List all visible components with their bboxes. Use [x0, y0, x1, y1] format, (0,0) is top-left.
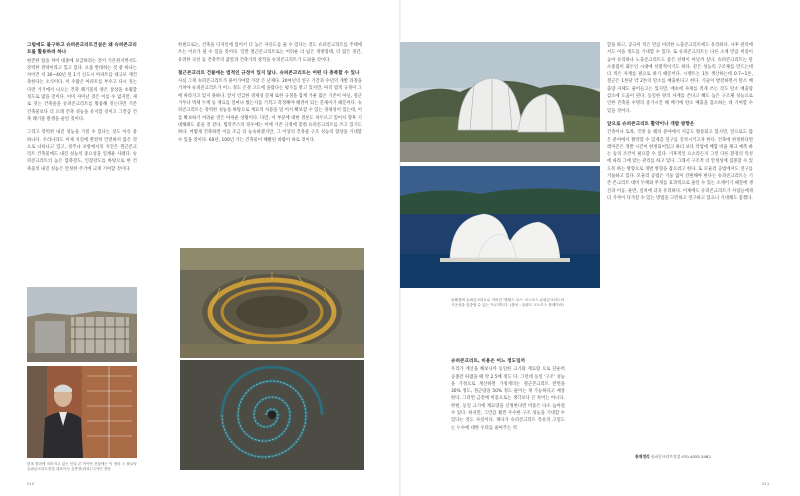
answer-paragraph: 건축이나 토목, 국방 등 폐의 분야에서 지금도 활용되고 있지만, 앞으로도 많은 분야에서 활약할 수 있게끔 연구를 진척시키고자 한다. 건축에 한정한다면 레미콘은 개발 시간이 한정되어있고 하더 보다 작업에 배합 비율 체크 예측 하는 등의 조건이 필요할 수 있다. 기후적인 요소라든지 그런 다른 환경의 특성에 따라 그에 맞는 관리를 하고 있다. 그래서 구조적 더 안정성에 집중할 수 있도록 하는 방향으로 개발 방향을 잡으려고 한다. 또 모듈러 공법에서도 연구를 거듭하고 있다. 모듈러 공법은 기둥 없이 간편해야 한다는 슈퍼콘크리트는 기존 콘크리트 대비 두께와 무게를 효과적으로 줄일 수 있는 소재이기 때문에 생산과 이동, 운반, 설치에 더욱 유리하다. 이제에도 슈퍼콘크리트가 사업들에게 더 가까이 다가갈 수 있는 방법을 고민하고 연구하고 있으니 기대해도 좋겠다.	[607, 130, 753, 201]
question-heading-cost: 슈퍼콘크리트, 비용은 어느 정도일까	[451, 359, 526, 364]
qa-block-future	[607, 121, 753, 202]
answer-paragraph: 그리고 강력한 내진 성능을 가질 수 있다는 것도 이유 중 하나다. 우리나라도 이제 지진에 완전히 안전하지 않은 것으로 나타나고 있고, 경주나 포항에서의 지진은 철근콘크리트 건축물에도 내진 성능의 중요성을 일깨운 사례다. 슈퍼콘크리트의 높은 압축강도, 인장강도를 바탕으로 한 건축물의 내진 성능은 안정한 주거에 크게 기여할 것이다.	[27, 130, 137, 172]
question-heading-future: 앞으로 슈퍼콘크리트 활약이나 개발 방향은	[607, 121, 695, 127]
answer-paragraph: 우리가 계산을 해보니까 동일한 크기와 재료량 으로 단순히 공종만 따졌을 때 약 2.5배 정도 다. 그런데 동일 '구조' 성능을 가정으로 계산하면 가정계의는 철근콘크리트 반면을 30% 정도, 철근량을 50% 정도 줄이는 게 가능하다고 예상한다. 그러면 금전에 비용으로는 생각보다 큰 차이는 아니다. 한편, 동일 크기에 재료량을 산정한다면 비용은 다소 높아질 수 있다. 하지만, 그만큼 훨씬 우수한 구조 성능을 기대할 수 있다는 것도 사실이다. 재다가 슈퍼콘크리트 특유의 고밀도는 누수에 대한 우려를 줄여주는 역	[451, 367, 565, 431]
question-heading-why: 그럼에도 불구하고 슈퍼콘크리트건설은 왜 슈퍼콘크리트를 활용하려 하나	[27, 43, 137, 56]
writer-credit-value: 슈퍼콘크리트건설 070-4055-5462	[650, 454, 711, 459]
text-column-4	[607, 42, 753, 209]
photo-spiral-rebar-topview	[180, 360, 364, 470]
photo-building-waterfront	[400, 166, 600, 288]
writer-credit-label: 취재정리	[635, 454, 650, 459]
answer-paragraph: 현존한 압을 처어 대중에 보급하려는 것이 기본취지면서도 강력한 전략이라고 있고 있다. 요즘 반테하는 것 중 하나는 자이건 저 30~40년 된 1기 신도시 아파트를 대규모 재건축한다는 소식이다. 이 수많은 아파트를 부수고 다시 짓는다면 거기에서 나오는 건축 폐기물의 양은 상상을 초월할 정도로 많을 것이다. 이미 자미난 것은 이를 수 없지만, 새로 짓는 건축물을 슈퍼콘크리트를 활용해 짓는다면 기존 건축물보다 더 오래 건축 성능을 유지할 것이고 그만큼 건축 폐기물 발생을 줄일 것이다.	[27, 58, 137, 122]
qa-block-cost	[451, 358, 565, 432]
photo-representative-portrait	[27, 366, 137, 458]
qa-block-why	[27, 42, 137, 173]
photo-circular-rebar-cage	[180, 248, 364, 358]
answer-paragraph: 할을 하고, 공극이 적은 만큼 미려한 노출콘크리트에도 유리하다. 사후 관리에서도 이을 정도를 기대할 수 있다. 또 슈퍼콘크리트는 다른 소재 만큼 비용이 높아 유리하나 노출콘크리트도 좋은 선택이 아닐까 싶다. 슈퍼콘크리트는 탄소중립이 화두인 시대에 선환적이기도 하다. 같은 성능의 구조체를 만드는데 더 적은 자재를 필요로 하기 때문이다. 시멘트는 1톤 생산하는데 0.7~1톤, 철근은 1톤당 약 2톤의 탄소를 배출한다고 한다. 기술이 발전하면서 탄소 배출량 자체도 줄어들고는 있지만, 애초에 자재를 적게 쓰는 것도 탄소 배출량 감소에 도움이 된다. 동일한 양의 자재를 쓴다고 해도 높은 구조체 성능으로 인한 건축물 수명의 증가시간 해 배기에 탄소 배출을 감소하는 데 기여할 수 있을 것이다.	[607, 43, 753, 114]
page-number-right: 011	[762, 481, 770, 486]
photo-construction-site-hanok	[27, 287, 137, 362]
qa-block-regulation	[178, 70, 362, 144]
text-column-1	[27, 42, 137, 180]
photo-caption: 올해정에 슈퍼콘크리트로 지어진 '엘레스 코스' 코스모스 슈퍼콘크리트의 시공성을 입증할 수 있는 프로젝트다. (출처 : 올림도 코스모스 플레이라)	[451, 298, 564, 308]
page-number-left: 010	[27, 481, 35, 486]
text-column-2	[178, 42, 362, 151]
photo-building-wide-view	[400, 42, 600, 162]
answer-paragraph: 사실 그게 슈퍼콘크리트가 풀어가야할 가장 큰 난제다. 20여년의 연구 기간과 수년의 개발 과정을 거쳐야 슈퍼콘크리트가 어느 정도 은정 고도에 올랐다는 평가를 받고 있지만, 아직 법적 규정이 그에 따라가고 있지 못하다. 앞서 언급한 경제성 문제 또한 규정을 잠재 가운 많은 기존이 아닌, 철근 거푸나 벽체 두께 등 재료를 얼마나 썼는지를 기적고 측정해야 해결이 되는 문제이기 때문이다. 슈퍼콘크리트는 강력한 성능을 바탕으로 재료의 사용을 덜 어서 확보할 수 있는 경제성이 있는데, 이를 확보하기 어려운 것은 아쉬운 상황이다. 다만, 이 부분에 대한 결론도 차두르고 있어서 향후 기대해봐도 좋을 것 같다. 법학주스의 경우에는 이에 기존 규정에 맞춰 슈퍼콘크리트를 쓰고 있기도 하다. 어떻게 건축하면 이를 조금 더 능숙하겠지만, 그 이상의 건축물 구조 성능의 향상을 기대할 수 있을 것이다. 60년, 100년 가는 건축물이 해봤된 바람이 바로 것이다.	[178, 79, 362, 143]
text-column-3	[451, 358, 565, 439]
writer-credit	[635, 454, 711, 460]
question-heading-regulation: 철근콘크리트 건물에는 법적인 규정이 있지 않나. 슈퍼콘크리트는 어떤 다 충족할 수 있나	[178, 70, 360, 76]
answer-paragraph: 한편으로는, 건축을 디자인에 있어서 더 높은 자유도를 줄 수 있다는 것도 슈퍼콘크리트를 주택에 쓰는 이유가 될 수 있을 것이다. 일반 철근콘크리트로는 어려운 더 넓은 개방형태, 더 얇은 경간, 유려한 곡선 등 건축주의 꿈앞과 건축가의 창작을 슈퍼콘크리트가 도와줄 것이다.	[178, 43, 362, 63]
photo-caption: 한옥 콜라에 지어지고 있는 인설 콘 아이안 건물에는 이 정의 스 플로팅 슈퍼콘크리트건설 대표이사 김종현(대표) 디자인 전망	[27, 462, 137, 472]
